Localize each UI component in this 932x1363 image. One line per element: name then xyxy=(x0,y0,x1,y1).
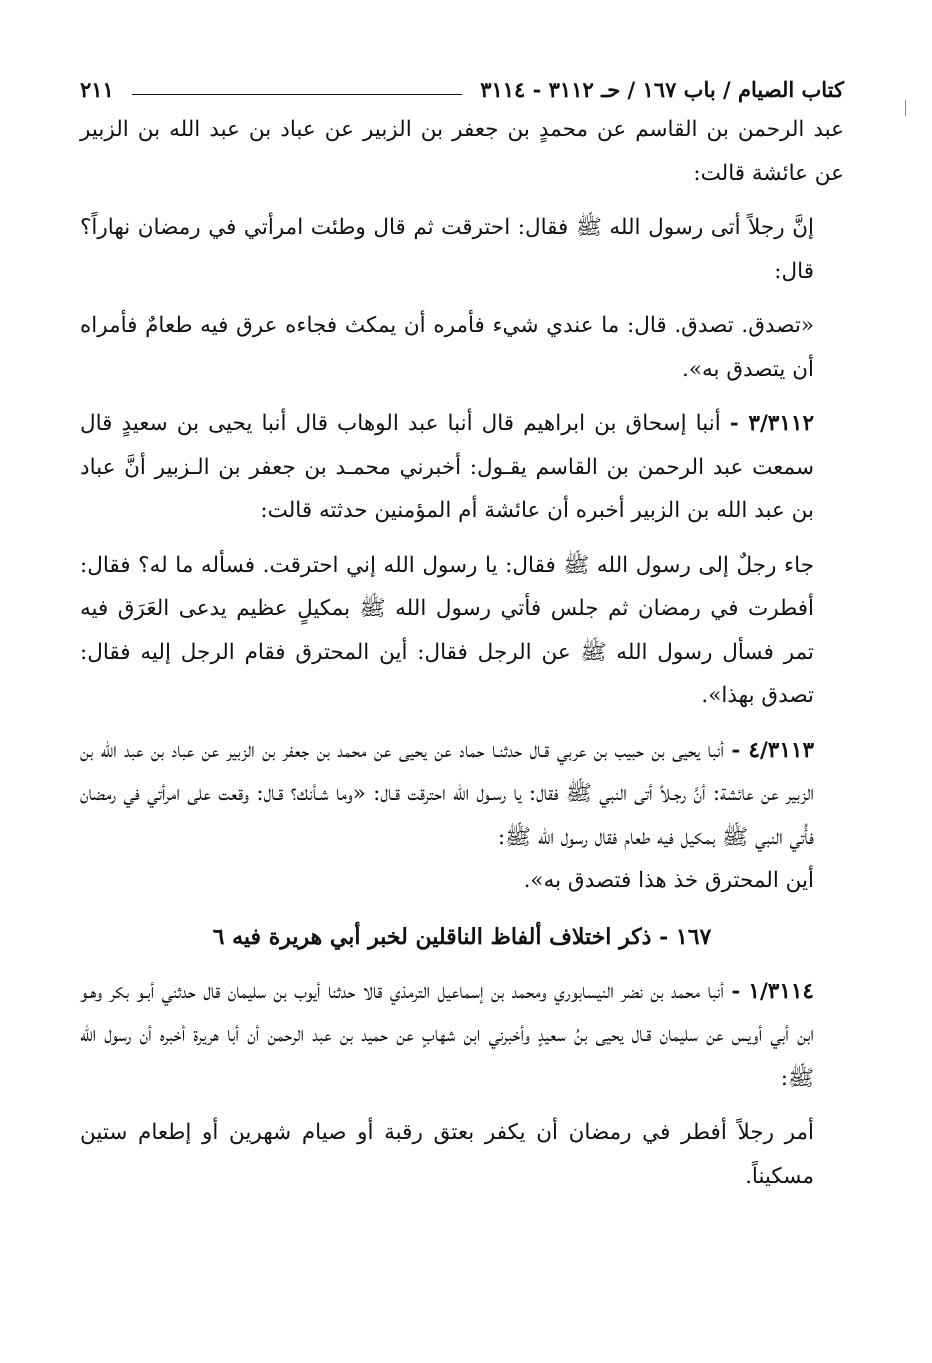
hadith-matn xyxy=(80,1111,844,1198)
hadith-matn xyxy=(80,304,844,391)
margin-mark xyxy=(905,100,906,116)
paragraph-text: إنَّ رجلاً أتى رسول الله ﷺ فقال: احترقت ثم قال وطئت امرأتي في رمضان نهاراً؟ قال: xyxy=(80,215,814,284)
paragraph-text: أنبا إسحاق بن ابراهيم قال أنبا عبد الوهاب قال أنبا يحيى بن سعيدٍ قال سمعت عبد الرحمن بن القاسم يقـول: أخبرني محمـد بن جعفر بن الـزبير أنَّ عباد بن عبد الله بن الزبير أخبره أن عائشة أم المؤمنين حدثته قالت: xyxy=(80,411,814,523)
hadith-matn xyxy=(80,206,844,293)
page-number: ٢١١ xyxy=(80,77,114,102)
hadith-matn xyxy=(80,859,844,903)
hadith-number: ٣/٣١١٢ - xyxy=(729,411,814,436)
hadith-entry xyxy=(80,970,844,1101)
paragraph-text: أنبا محمد بن نضر النيسابوري ومحمد بن إسماعيل الترمذي قالا حدثنا أيوب بن سليمان قال حدثني أبـو بكر وهـو ابن أبي أويس عن سليمان قـال يحيى بنُ سعيدٍ وأخبرني ابن شهابٍ عن حميد بن عبد الرحمن أن أبا هريرة أخبره أن رسول الله ﷺ: xyxy=(80,978,814,1091)
hadith-matn xyxy=(80,544,844,718)
page-body xyxy=(80,108,844,1198)
paragraph-text: أمر رجلاً أفطر في رمضان أن يكفر بعتق رقبة أو صيام شهرين أو إطعام ستين مسكيناً. xyxy=(80,1120,814,1189)
section-heading: ١٦٧ - ذكر اختلاف ألفاظ الناقلين لخبر أبي هريرة فيه ٦ xyxy=(212,923,712,950)
paragraph-text: جاء رجلٌ إلى رسول الله ﷺ فقال: يا رسول الله إني احترقت. فسأله ما له؟ فقال: أفطرت في رمضان ثم جلس فأتي رسول الله ﷺ بمكيلٍ عظيم يدعى العَرَق فيه تمر فسأل رسول الله ﷺ عن الرجل فقال: أين المحترق فقام الرجل إليه فقال: تصدق بهذا». xyxy=(80,552,814,708)
paragraph-text: أين المحترق خذ هذا فتصدق به». xyxy=(523,868,814,893)
header-title: كتاب الصيام / باب ١٦٧ / حـ ٣١١٢ - ٣١١٤ xyxy=(480,77,844,102)
paragraph-text: «تصدق. تصدق. قال: ما عندي شيء فأمره أن يمكث فجاءه عرق فيه طعامٌ فأمراه أن يتصدق به». xyxy=(80,313,814,382)
paragraph-text: عبد الرحمن بن القاسم عن محمدٍ بن جعفر بن الزبير عن عباد بن عبد الله بن الزبير عن عائشة قالت: xyxy=(80,117,844,186)
running-header xyxy=(80,68,844,102)
paragraph xyxy=(80,108,844,195)
header-rule xyxy=(132,94,462,95)
hadith-number: ١/٣١١٤ - xyxy=(731,978,814,1004)
hadith-entry xyxy=(80,402,844,533)
hadith-number: ٤/٣١١٣ - xyxy=(731,737,814,763)
hadith-entry xyxy=(80,729,844,860)
paragraph-text: أنبا يحيى بن حبيب بن عربي قـال حدثنـا حماد عن يحيى عن محمد بن جعفر بن الزبير عن عباد بن عبد الله بن الزبير عن عائشة: أنَّ رجـلاً أتى النبي ﷺ فقال: يا رسـول الله احترقت قـال: «وما شـأنك؟ قـال: وقعت على امرأتي في رمضان فأُتي النبي ﷺ بمكيل فيه طعام فقال رسول الله ﷺ: xyxy=(80,737,814,850)
